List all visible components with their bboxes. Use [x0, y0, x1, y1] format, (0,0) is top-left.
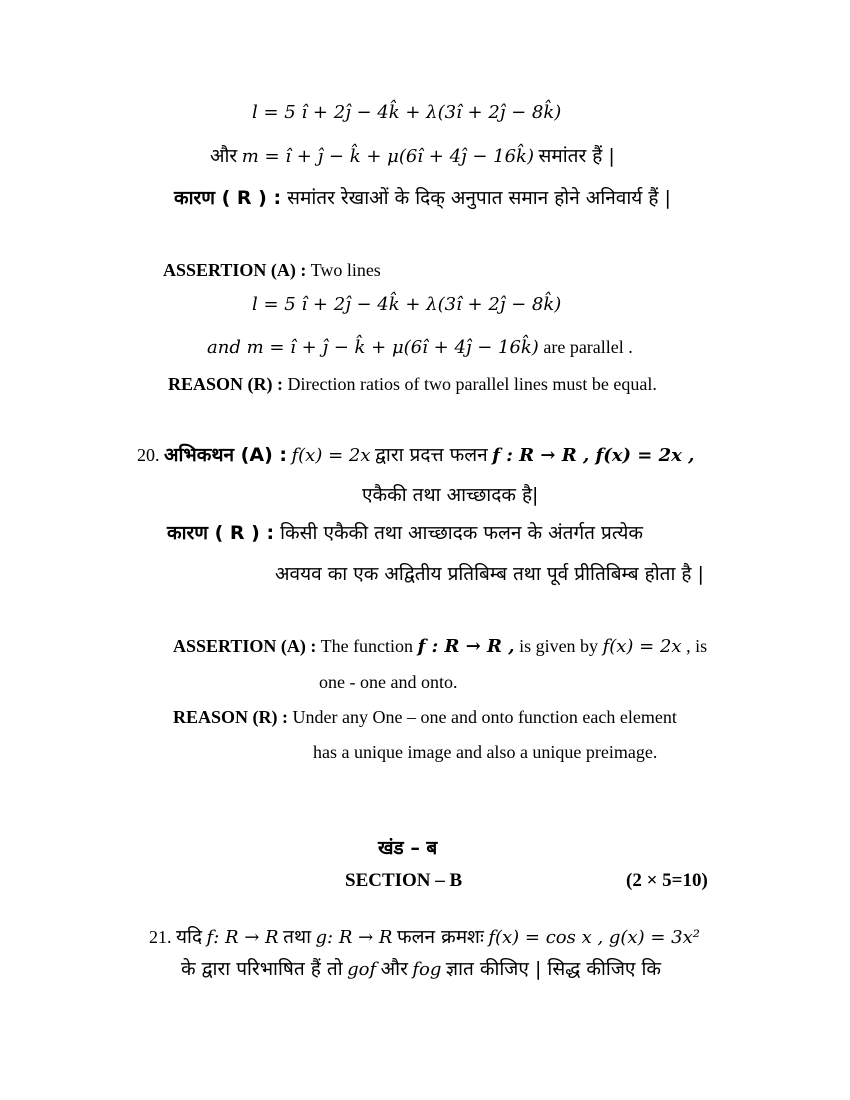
q20-hindi-assertion-math1: f(x) = 2x: [291, 445, 371, 466]
q21-math-fog: fog: [412, 959, 442, 980]
q20-hindi-assertion-math2: f : R → R , f(x) = 2x ,: [492, 445, 695, 466]
q20-english-reason-line2: has a unique image and also a unique preimage.: [313, 742, 658, 762]
q19-english-assertion-text: Two lines: [310, 260, 381, 280]
q21-text-and2: और: [380, 958, 408, 980]
q20-hindi-assertion-line2: एकैकी तथा आच्छादक है|: [362, 484, 539, 506]
q21-line2: [181, 957, 661, 982]
q21-math-f: f: R → R: [206, 927, 279, 948]
q19-english-assertion: [163, 258, 381, 282]
q21-text-defined: के द्वारा परिभाषित हैं तो: [181, 958, 343, 980]
q21-text-functions: फलन क्रमशः: [396, 926, 484, 948]
q19-hindi-equation-m: m = î + ĵ − k̂ + μ(6î + 4ĵ − 16k̂): [241, 146, 534, 167]
section-english-title: SECTION – B: [345, 870, 463, 891]
q20-hindi-reason-line2: अवयव का एक अद्वितीय प्रतिबिम्ब तथा पूर्व प्रीतिबिम्ब होता है |: [275, 563, 704, 585]
q20-english-assertion-math1: f : R → R ,: [417, 636, 515, 657]
q20-english-assertion: [173, 634, 707, 659]
q19-hindi-equation-l: l = 5 î + 2ĵ − 4k̂ + λ(3î + 2ĵ − 8k̂): [252, 102, 562, 123]
q20-english-assertion-math2: f(x) = 2x: [602, 636, 682, 657]
q20-english-assertion-text2: is given by: [519, 636, 599, 656]
q20-english-assertion-text1: The function: [320, 636, 414, 656]
q19-and-word: और: [210, 145, 238, 167]
section-hindi-title: खंड – ब: [378, 837, 438, 859]
q19-parallel-text: समांतर हैं |: [538, 145, 615, 167]
q21-line1: [149, 925, 700, 950]
q20-english-reason-line1: Under any One – one and onto function each element: [292, 707, 677, 727]
q19-hindi-reason-label: कारण ( R ) :: [174, 187, 282, 209]
q20-hindi-assertion: [137, 443, 694, 468]
q20-english-reason-label: REASON (R) :: [173, 707, 288, 727]
q20-hindi-assertion-mid: द्वारा प्रदत्त फलन: [374, 444, 488, 466]
section-marks: (2 × 5=10): [626, 870, 708, 891]
q19-english-equation-m-line: [207, 335, 633, 360]
q19-english-reason: [168, 372, 657, 396]
q21-text-and: तथा: [283, 926, 312, 948]
q21-number: 21.: [149, 927, 172, 947]
q20-english-assertion-line2: one - one and onto.: [319, 672, 458, 692]
q19-english-equation-l: l = 5 î + 2ĵ − 4k̂ + λ(3î + 2ĵ − 8k̂): [252, 294, 562, 315]
q21-math-g: g: R → R: [315, 927, 393, 948]
q20-english-reason: [173, 705, 677, 729]
q21-text-find-prove: ज्ञात कीजिए | सिद्ध कीजिए कि: [445, 958, 661, 980]
q19-hindi-reason: [174, 186, 671, 210]
q19-hindi-reason-text: समांतर रेखाओं के दिक् अनुपात समान होने अनिवार्य हैं |: [287, 187, 671, 209]
q19-english-equation-m: and m = î + ĵ − k̂ + μ(6î + 4ĵ − 16k̂): [207, 337, 539, 358]
q20-hindi-reason-line1: किसी एकैकी तथा आच्छादक फलन के अंतर्गत प्रत्येक: [280, 522, 643, 544]
q19-english-assertion-label: ASSERTION (A) :: [163, 260, 307, 280]
q20-hindi-reason-label: कारण ( R ) :: [167, 522, 275, 544]
q20-hindi-assertion-label: अभिकथन (A) :: [164, 444, 287, 466]
q19-english-reason-text: Direction ratios of two parallel lines must be equal.: [287, 374, 657, 394]
q21-math-gof: gof: [347, 959, 377, 980]
q20-english-assertion-label: ASSERTION (A) :: [173, 636, 317, 656]
q21-text-if: यदि: [176, 926, 203, 948]
q19-english-reason-label: REASON (R) :: [168, 374, 283, 394]
q19-hindi-equation-m-line: [210, 144, 615, 169]
q21-math-definitions: f(x) = cos x , g(x) = 3x²: [488, 927, 700, 948]
q20-english-assertion-text3: , is: [686, 636, 708, 656]
q20-number: 20.: [137, 445, 160, 465]
q19-english-parallel-text: are parallel .: [543, 337, 633, 357]
q20-hindi-reason: [167, 521, 643, 545]
